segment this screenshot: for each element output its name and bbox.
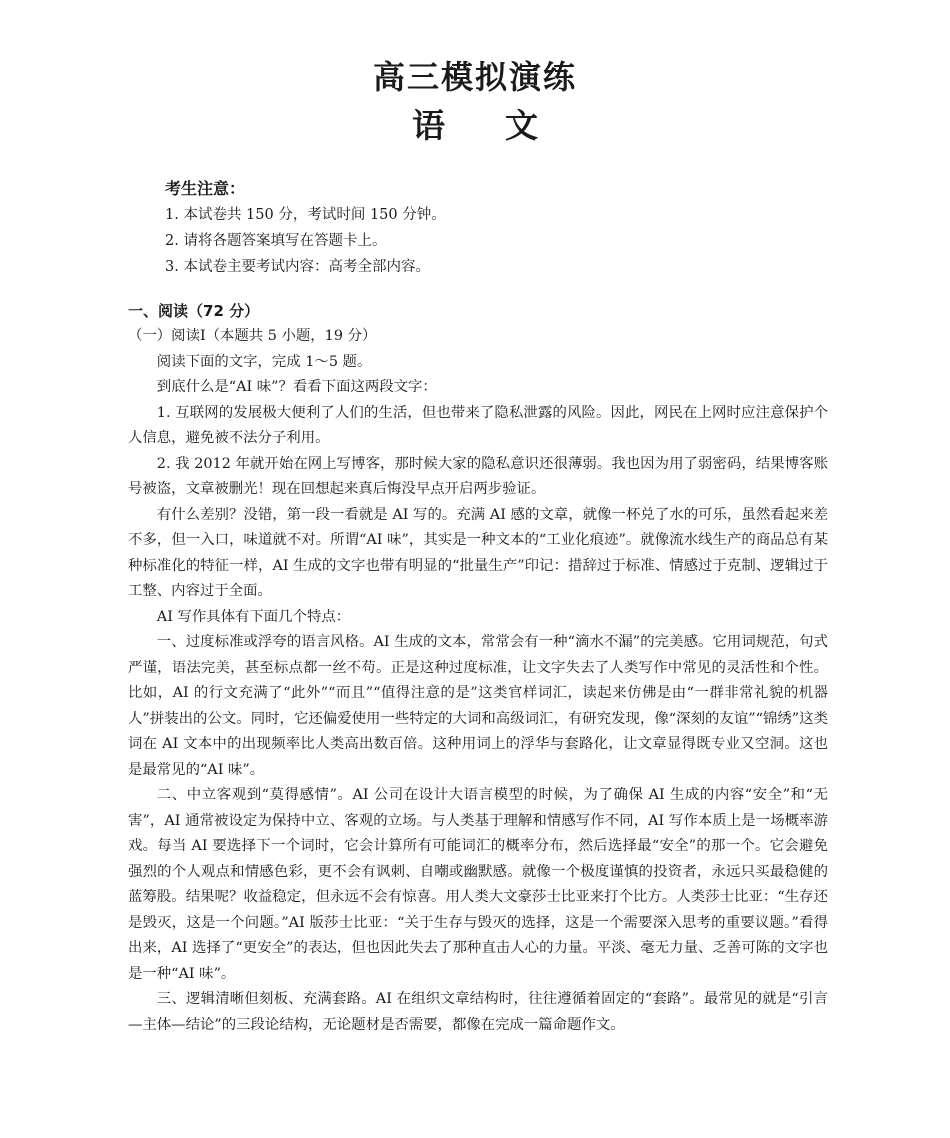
notice-heading: 考生注意： (165, 179, 246, 198)
exam-title: 高三模拟演练 (372, 58, 577, 96)
section-instruction: 阅读下面的文字，完成 1～5 题。 (156, 353, 372, 370)
passage-paragraph: 到底什么是“AI 味”？看看下面这两段文字： (156, 379, 437, 395)
passage-paragraph: AI 写作具体有下面几个特点： (156, 608, 351, 625)
notice-list (165, 202, 446, 280)
section-title: 一、阅读（72 分） (128, 302, 260, 320)
passage-body (128, 324, 828, 1038)
section-subtitle: （一）阅读Ⅰ（本题共 5 小题，19 分） (128, 328, 377, 344)
notice-item: 3. 本试卷主要考试内容：高考全部内容。 (165, 259, 430, 275)
subject-title: 语文 (412, 106, 598, 145)
notice-item: 1. 本试卷共 150 分，考试时间 150 分钟。 (165, 207, 446, 223)
passage-paragraph: 1. 互联网的发展极大便利了人们的生活，但也带来了隐私泄露的风险。因此，网民在上网时应注意保护个人信息，避免被不法分子利用。 (128, 404, 828, 446)
passage-paragraph: 二、中立客观到“莫得感情”。AI 公司在设计大语言模型的时候，为了确保 AI 生成的内容“安全”和“无害”，AI 通常被设定为保持中立、客观的立场。与人类基于理解和情感写作不同，AI 写作本质上是一场概率游戏。每当 AI 要选择下一个词时，它会计算所有可能词汇的概率分布，然后选择最“安全”的那一个。它会避免强烈的个人观点和情感色彩，更不会有讽刺、自嘲或幽默感。就像一个极度谨慎的投资者，永远只买最稳健的蓝筹股。结果呢？收益稳定，但永远不会有惊喜。用人类大文豪莎士比亚来打个比方。人类莎士比亚：“生存还是毁灭，这是一个问题。”AI 版莎士比亚：“关于生存与毁灭的选择，这是一个需要深入思考的重要议题。”看得出来，AI 选择了“更安全”的表达，但也因此失去了那种直击人心的力量。平淡、毫无力量、乏善可陈的文字也是一种“AI 味”。 (128, 787, 828, 982)
passage-paragraph: 2. 我 2012 年就开始在网上写博客，那时候大家的隐私意识还很薄弱。我也因为用了弱密码，结果博客账号被盗，文章被删光！现在回想起来真后悔没早点开启两步验证。 (128, 455, 828, 497)
passage-paragraph: 三、逻辑清晰但刻板、充满套路。AI 在组织文章结构时，往往遵循着固定的“套路”。最常见的就是“引言—主体—结论”的三段论结构，无论题材是否需要，都像在完成一篇命题作文。 (128, 991, 828, 1033)
notice-item: 2. 请将各题答案填写在答题卡上。 (165, 233, 387, 249)
passage-paragraph: 有什么差别？没错，第一段一看就是 AI 写的。充满 AI 感的文章，就像一杯兑了水的可乐，虽然看起来差不多，但一入口，味道就不对。所谓“AI 味”，其实是一种文本的“工业化痕迹”。就像流水线生产的商品总有某种标准化的特征一样，AI 生成的文字也带有明显的“批量生产”印记：措辞过于标准、情感过于克制、逻辑过于工整、内容过于全面。 (128, 506, 828, 599)
passage-paragraph: 一、过度标准或浮夸的语言风格。AI 生成的文本，常常会有一种“滴水不漏”的完美感。它用词规范，句式严谨，语法完美，甚至标点都一丝不苟。正是这种过度标准，让文字失去了人类写作中常见的灵活性和个性。比如，AI 的行文充满了“此外”“而且”“值得注意的是”这类官样词汇，读起来仿佛是由“一群非常礼貌的机器人”拼装出的公文。同时，它还偏爱使用一些特定的大词和高级词汇，有研究发现，像“深刻的友谊”“锦绣”这类词在 AI 文本中的出现频率比人类高出数百倍。这种用词上的浮华与套路化，让文章显得既专业又空洞。这也是最常见的“AI 味”。 (128, 634, 828, 778)
